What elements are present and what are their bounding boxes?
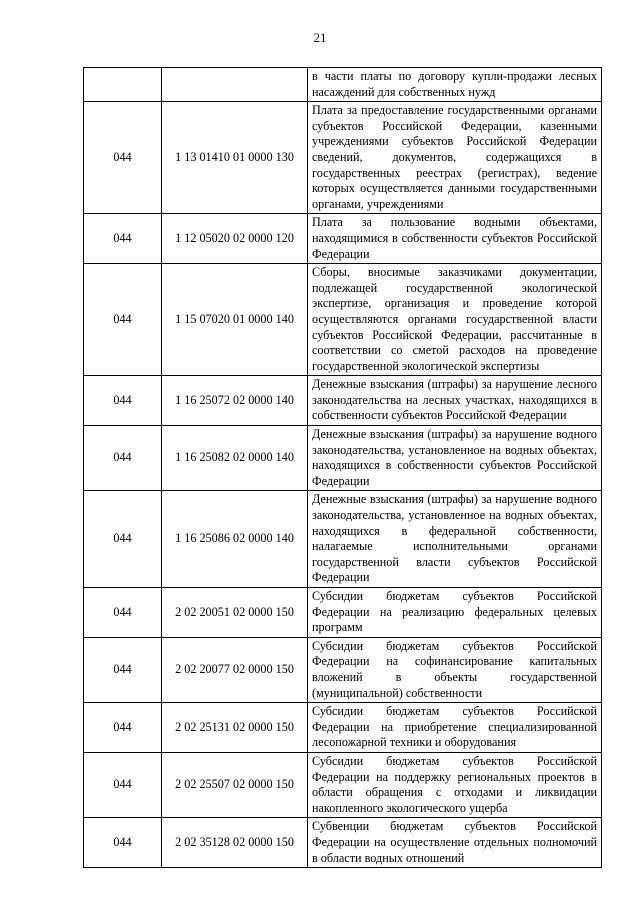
budget-code-cell: 2 02 20051 02 0000 150 — [162, 588, 308, 638]
budget-code-cell: 1 16 25082 02 0000 140 — [162, 426, 308, 491]
table-row — [84, 426, 602, 491]
revenue-name-cell: Субсидии бюджетам субъектов Российской Федерации на поддержку региональных проектов в области обращения с отходами и ликвидации накопленного экологического ущерба — [308, 752, 602, 817]
revenue-name-cell: Субсидии бюджетам субъектов Российской Федерации на приобретение специализированной лесопожарной техники и оборудования — [308, 703, 602, 753]
admin-code-cell: 044 — [84, 214, 162, 264]
table-row — [84, 214, 602, 264]
revenue-name-cell: Субсидии бюджетам субъектов Российской Федерации на софинансирование капитальных вложений в объекты государственной (муниципальной) собственности — [308, 637, 602, 702]
admin-code-cell: 044 — [84, 703, 162, 753]
revenue-name-cell: Денежные взыскания (штрафы) за нарушение водного законодательства, установленное на водных объектах, находящихся в федеральной собственности, налагаемые исполнительными органами государственной власти субъектов Российской Федерации — [308, 491, 602, 588]
table-row — [84, 637, 602, 702]
table-row — [84, 264, 602, 376]
admin-code-cell: 044 — [84, 426, 162, 491]
budget-code-cell: 1 16 25086 02 0000 140 — [162, 491, 308, 588]
table-row — [84, 752, 602, 817]
admin-code-cell: 044 — [84, 752, 162, 817]
table-row — [84, 376, 602, 426]
budget-code-cell — [162, 68, 308, 102]
table-row — [84, 703, 602, 753]
budget-code-cell: 2 02 20077 02 0000 150 — [162, 637, 308, 702]
revenue-name-cell: Сборы, вносимые заказчиками документации, подлежащей государственной экологической экспертизе, организация и проведение которой осуществляются органами государственной власти субъектов Российской Федерации, рассчитанные в соответствии со сметой расходов на проведение государственной экологической экспертизы — [308, 264, 602, 376]
table-row — [84, 491, 602, 588]
admin-code-cell — [84, 68, 162, 102]
revenue-name-cell: Субсидии бюджетам субъектов Российской Федерации на реализацию федеральных целевых программ — [308, 588, 602, 638]
budget-code-cell: 1 13 01410 01 0000 130 — [162, 102, 308, 214]
admin-code-cell: 044 — [84, 491, 162, 588]
budget-code-cell: 1 15 07020 01 0000 140 — [162, 264, 308, 376]
budget-code-cell: 2 02 25131 02 0000 150 — [162, 703, 308, 753]
admin-code-cell: 044 — [84, 588, 162, 638]
revenue-name-cell: Денежные взыскания (штрафы) за нарушение лесного законодательства на лесных участках, находящихся в собственности субъектов Российской Федерации — [308, 376, 602, 426]
budget-code-cell: 1 16 25072 02 0000 140 — [162, 376, 308, 426]
budget-code-cell: 2 02 25507 02 0000 150 — [162, 752, 308, 817]
admin-code-cell: 044 — [84, 637, 162, 702]
revenue-name-cell: в части платы по договору купли-продажи лесных насаждений для собственных нужд — [308, 68, 602, 102]
revenue-codes-table — [83, 67, 602, 868]
table-row — [84, 588, 602, 638]
admin-code-cell: 044 — [84, 376, 162, 426]
admin-code-cell: 044 — [84, 818, 162, 868]
revenue-name-cell: Плата за предоставление государственными органами субъектов Российской Федерации, казенными учреждениями субъектов Российской Федерации сведений, документов, содержащихся в государственных реестрах (регистрах), ведение которых осуществляется данными государственными органами, учреждениями — [308, 102, 602, 214]
table-row — [84, 102, 602, 214]
revenue-name-cell: Денежные взыскания (штрафы) за нарушение водного законодательства, установленное на водных объектах, находящихся в собственности субъектов Российской Федерации — [308, 426, 602, 491]
budget-code-cell: 2 02 35128 02 0000 150 — [162, 818, 308, 868]
revenue-name-cell: Субвенции бюджетам субъектов Российской Федерации на осуществление отдельных полномочий в области водных отношений — [308, 818, 602, 868]
admin-code-cell: 044 — [84, 102, 162, 214]
table-row — [84, 818, 602, 868]
admin-code-cell: 044 — [84, 264, 162, 376]
revenue-name-cell: Плата за пользование водными объектами, находящимися в собственности субъектов Российской Федерации — [308, 214, 602, 264]
table-row — [84, 68, 602, 102]
page-number: 21 — [313, 30, 327, 45]
budget-code-cell: 1 12 05020 02 0000 120 — [162, 214, 308, 264]
